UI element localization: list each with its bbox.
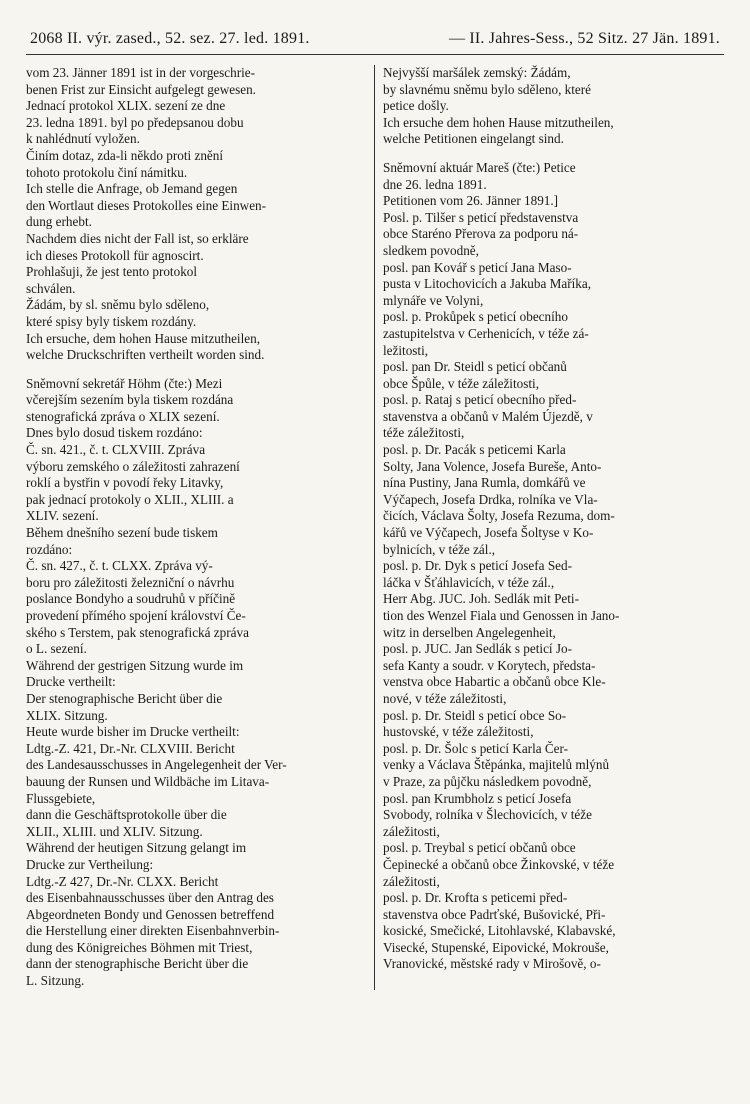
left-line: des Eisenbahnausschusses über den Antrag des: [26, 890, 274, 906]
right-line: posl. p. JUC. Jan Sedlák s peticí Jo-: [383, 641, 573, 657]
left-line: Č. sn. 421., č. t. CLXVIII. Zpráva: [26, 442, 206, 458]
left-line: které spisy byly tiskem rozdány.: [26, 313, 197, 329]
right-line: zastupitelstva v Cerhenicích, v téže zá-: [383, 325, 589, 341]
left-line: Flussgebiete,: [26, 790, 96, 806]
left-line: L. Sitzung.: [26, 973, 85, 989]
right-line: v Praze, za půjčku následkem povodně,: [383, 773, 592, 789]
right-line: čicích, Václava Šolty, Josefa Rezuma, dom-: [383, 508, 615, 524]
left-line: výboru zemského o záležitosti zahrazení: [26, 458, 240, 474]
left-line: pak jednací protokoly o XLII., XLIII. a: [26, 491, 234, 507]
right-line: Nejvyšší maršálek zemský: Žádám,: [383, 65, 571, 80]
left-line: Činím dotaz, zda-li někdo proti znění: [26, 147, 224, 163]
left-line: včerejším sezením byla tiskem rozdána: [26, 392, 234, 408]
right-line: pusta v Litochovicích a Jakuba Maříka,: [383, 276, 592, 292]
right-line: Svobody, rolníka v Šlechovicích, v téže: [383, 807, 592, 823]
right-line: stavenstva a občanů v Malém Újezdě, v: [383, 408, 593, 424]
right-line: Visecké, Stupenské, Eipovické, Mokrouše,: [383, 939, 609, 955]
right-line: záležitosti,: [383, 823, 440, 839]
left-line: Ich ersuche, dem hohen Hause mitzutheilen,: [26, 330, 260, 346]
left-line: Ldtg.-Z 427, Dr.-Nr. CLXX. Bericht: [26, 873, 219, 889]
right-line: láčka v Šťáhlavicích, v téže zál.,: [383, 574, 555, 590]
right-line: posl. p. Dr. Dyk s peticí Josefa Sed-: [383, 558, 572, 574]
left-line: Sněmovní sekretář Höhm (čte:) Mezi: [26, 375, 223, 391]
right-line: ležitosti,: [383, 342, 429, 358]
left-line: dann der stenographische Bericht über die: [26, 956, 249, 972]
right-line: téže záležitosti,: [383, 425, 465, 441]
left-line: den Wortlaut dieses Protokolles eine Einwen-: [26, 197, 267, 213]
left-line: vom 23. Jänner 1891 ist in der vorgeschrie-: [26, 65, 256, 80]
left-line: Ich stelle die Anfrage, ob Jemand gegen: [26, 181, 238, 197]
right-line: posl. p. Dr. Krofta s peticemi před-: [383, 890, 568, 906]
right-line: dne 26. ledna 1891.: [383, 176, 487, 192]
right-line: záležitosti,: [383, 873, 440, 889]
right-line: Herr Abg. JUC. Joh. Sedlák mit Peti-: [383, 591, 579, 607]
left-line: die Herstellung einer direkten Eisenbahnverbin-: [26, 923, 280, 939]
left-line: ského s Terstem, pak stenografická zpráva: [26, 624, 249, 640]
left-line: 23. ledna 1891. byl po předepsanou dobu: [26, 114, 244, 130]
left-line: poslance Bondyho a soudruhů v příčině: [26, 591, 236, 607]
left-line: Během dnešního sezení bude tiskem: [26, 525, 218, 541]
left-line: Abgeordneten Bondy und Genossen betreffend: [26, 906, 275, 922]
right-line: posl. p. Prokůpek s peticí obecního: [383, 309, 568, 325]
left-line: boru pro záležitosti železniční o návrhu: [26, 574, 235, 590]
left-line: o L. sezení.: [26, 641, 87, 657]
left-line: XLIX. Sitzung.: [26, 707, 108, 723]
right-line: posl. p. Treybal s peticí občanů obce: [383, 840, 576, 856]
left-line: XLII., XLIII. und XLIV. Sitzung.: [26, 823, 203, 839]
left-line: rozdáno:: [26, 541, 73, 557]
right-line: posl. p. Dr. Pacák s peticemi Karla: [383, 442, 566, 458]
left-line: dung erhebt.: [26, 214, 92, 230]
right-line: kosické, Smečické, Litohlavské, Klabavské,: [383, 923, 616, 939]
right-line: mlynáře ve Volyni,: [383, 292, 484, 308]
right-line: tion des Wenzel Fiala und Genossen in Jano-: [383, 608, 620, 623]
right-line: welche Petitionen eingelangt sind.: [383, 131, 564, 147]
left-line: des Landesausschusses in Angelegenheit der Ver-: [26, 757, 287, 773]
left-line: Prohlašuji, že jest tento protokol: [26, 264, 198, 280]
left-line: Jednací protokol XLIX. sezení ze dne: [26, 98, 226, 114]
left-line: Während der gestrigen Sitzung wurde im: [26, 657, 244, 673]
left-line: Heute wurde bisher im Drucke vertheilt:: [26, 724, 240, 740]
right-line: Solty, Jana Volence, Josefa Bureše, Anto-: [383, 458, 602, 474]
right-line: Vranovické, městské rady v Mirošově, o-: [383, 956, 601, 972]
right-line: posl. pan Dr. Steidl s peticí občanů: [383, 359, 567, 375]
right-line: nové, v téže záležitosti,: [383, 690, 507, 706]
left-line: ich dieses Protokoll für agnoscirt.: [26, 247, 204, 263]
right-line: posl. p. Rataj s peticí obecního před-: [383, 392, 577, 408]
right-line: stavenstva obce Padrťské, Bušovické, Při-: [383, 906, 606, 922]
text-columns: [26, 65, 724, 990]
right-line: Petitionen vom 26. Jänner 1891.]: [383, 193, 559, 209]
right-line: posl. p. Dr. Šolc s peticí Karla Čer-: [383, 740, 569, 756]
left-column: [26, 65, 375, 990]
left-line: Drucke vertheilt:: [26, 674, 116, 690]
left-line: Nachdem dies nicht der Fall ist, so erkläre: [26, 230, 249, 246]
left-line: schválen.: [26, 280, 76, 296]
header-center: — II. Jahres-Sess., 52 Sitz. 27 Jän. 1891.: [448, 30, 720, 47]
right-line: hustovské, v téže záležitosti,: [383, 724, 534, 740]
left-line: roklí a bystřin v povodí řeky Litavky,: [26, 475, 224, 491]
right-line: obce Staréno Přerova za podporu ná-: [383, 226, 579, 242]
paragraph-gap: [383, 148, 724, 160]
left-line: stenografická zpráva o XLIX sezení.: [26, 408, 220, 424]
right-line: Čepinecké a občanů obce Žinkovské, v téže: [383, 856, 615, 872]
right-line: Ich ersuche dem hohen Hause mitzutheilen,: [383, 114, 614, 130]
right-line: petice došly.: [383, 98, 449, 114]
left-line: provedení přímého spojení království Če-: [26, 608, 246, 623]
right-line: bylnicích, v téže zál.,: [383, 541, 496, 557]
right-line: posl. pan Krumbholz s peticí Josefa: [383, 790, 572, 806]
paragraph-gap: [26, 364, 366, 376]
right-line: kářů ve Výčapech, Josefa Šoltyse v Ko-: [383, 525, 594, 541]
left-line: Č. sn. 427., č. t. CLXX. Zpráva vý-: [26, 558, 213, 574]
right-line: posl. p. Dr. Steidl s peticí obce So-: [383, 707, 567, 723]
left-line: Während der heutigen Sitzung gelangt im: [26, 840, 247, 856]
left-line: dung des Königreiches Böhmen mit Triest,: [26, 939, 253, 955]
right-line: sefa Kanty a soudr. v Korytech, předsta-: [383, 657, 596, 673]
right-line: by slavnému sněmu bylo sděleno, které: [383, 81, 592, 97]
right-column: [375, 65, 724, 990]
right-line: Sněmovní aktuár Mareš (čte:) Petice: [383, 159, 576, 175]
left-line: bauung der Runsen und Wildbäche im Litava-: [26, 773, 270, 789]
left-line: k nahlédnutí vyložen.: [26, 131, 140, 147]
right-line: witz in derselben Angelegenheit,: [383, 624, 556, 640]
right-line: nína Pustiny, Jana Rumla, domkářů ve: [383, 475, 586, 491]
right-line: posl. pan Kovář s peticí Jana Maso-: [383, 259, 572, 275]
page-header: [26, 30, 724, 55]
right-line: Výčapech, Josefa Drdka, rolníka ve Vla-: [383, 491, 598, 507]
right-line: obce Špůle, v téže záležitosti,: [383, 375, 539, 391]
left-line: Ldtg.-Z. 421, Dr.-Nr. CLXVIII. Bericht: [26, 740, 235, 756]
left-line: Der stenographische Bericht über die: [26, 690, 223, 706]
right-line: venstva obce Habartic a občanů obce Kle-: [383, 674, 606, 690]
left-line: Dnes bylo dosud tiskem rozdáno:: [26, 425, 203, 441]
left-line: XLIV. sezení.: [26, 508, 99, 524]
left-line: dann die Geschäftsprotokolle über die: [26, 807, 227, 823]
right-line: sledkem povodně,: [383, 242, 479, 258]
left-line: Drucke zur Vertheilung:: [26, 856, 154, 872]
left-line: Žádám, by sl. sněmu bylo sděleno,: [26, 297, 210, 313]
header-left: 2068 II. výr. zased., 52. sez. 27. led. 1891.: [30, 30, 310, 47]
right-line: Posl. p. Tilšer s peticí představenstva: [383, 209, 579, 225]
right-line: venky a Václava Štěpánka, majitelů mlýnů: [383, 757, 610, 773]
left-line: tohoto protokolu činí námitku.: [26, 164, 188, 180]
left-line: benen Frist zur Einsicht aufgelegt gewesen.: [26, 81, 256, 97]
left-line: welche Druckschriften vertheilt worden sind.: [26, 347, 265, 363]
